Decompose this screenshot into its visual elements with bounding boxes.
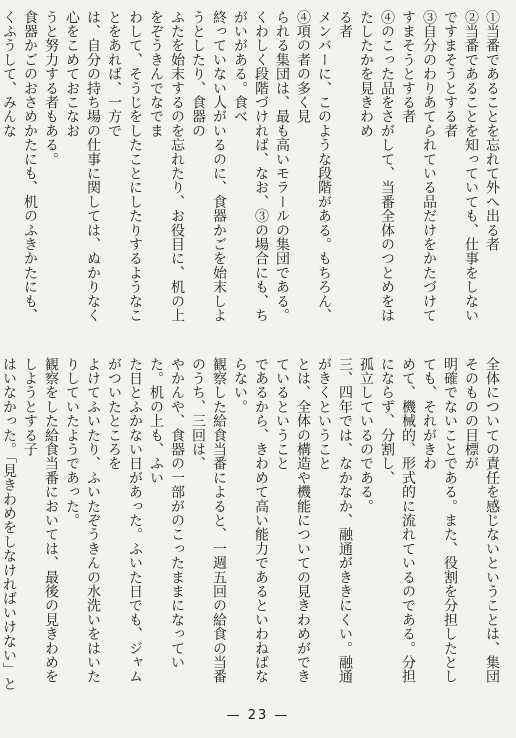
lower-text-line: とは、全体の構造や機能についての見きわめができているということ bbox=[274, 357, 311, 684]
upper-text-line: 食器かごのおさめかたにも、机のふきかたにも、くふうして、みんな bbox=[1, 10, 38, 323]
upper-text-line: ④のこった品をさがして、当番全体のつとめをはたしたかを見きわめ bbox=[358, 10, 395, 323]
lower-text-line: 全体についての責任を感じないということは、集団そのものの目標が bbox=[463, 357, 500, 684]
lower-text-line: 明確でないことである。また、役割を分担したとしても、それがきわ bbox=[421, 357, 458, 684]
lower-text-line: よけてふいたり、ふいたぞうきんの水洗いをはいたりしていたようであった。 bbox=[64, 357, 101, 684]
lower-text-line: めて、機械的、形式的に流れているのである。分担にならず、分割し、 bbox=[379, 357, 416, 684]
upper-text-block bbox=[0, 10, 502, 335]
upper-text-line: られる集団は、最も高いモラールの集団である。 bbox=[274, 10, 290, 323]
upper-text-line: ①当番であることを忘れて外へ出る者 bbox=[484, 10, 500, 252]
lower-text-line: 三、四年では、なかなか、融通がききにくい。融通がきくということ bbox=[316, 357, 353, 684]
lower-text-line: た日とふかない日があった。ふいた日でも、ジャムがついたところを bbox=[106, 357, 143, 684]
lower-text-line: やかんや、食器の一部がのこったままになっていた。机の上も、ふい bbox=[148, 357, 185, 670]
lower-text-line: であるから、きわめて高い能力であるといわねばならない。 bbox=[232, 357, 269, 684]
upper-text-line: ふたを始末するのを忘れたり、お役目に、机の上をぞうきんでなでま bbox=[148, 10, 185, 323]
lower-text-line: 観察をした給食当番においては、最後の見きわめをしようとする子 bbox=[22, 357, 59, 684]
upper-text-line: は、自分の持ち場の仕事に関しては、ぬかりなく心をこめておこなお bbox=[64, 10, 101, 323]
lower-text-line: 孤立しているのである。 bbox=[358, 357, 374, 514]
lower-text-line: はいなかった。「見きわめをしなければいけない」と bbox=[1, 357, 17, 691]
upper-text-line: うと努力する者もある。 bbox=[43, 10, 59, 167]
lower-text-line: 観察した給食当番によると、一週五回の給食の当番のうち、三回は、 bbox=[190, 357, 227, 684]
upper-text-line: 終っていない人がいるのに、食器かごを始末しようとしたり、食器の bbox=[190, 10, 227, 323]
upper-text-line: ②当番であることを知っていても、仕事をしないですまそうとする者 bbox=[442, 10, 479, 323]
upper-text-line: メンバーに、このような段階がある。もちろん、④項の者の多く見 bbox=[295, 10, 332, 323]
upper-text-line: わして、そうじをしたことにしたりするようなことをあれば、一方で bbox=[106, 10, 143, 323]
upper-text-line: る者 bbox=[337, 10, 353, 39]
lower-text-block bbox=[0, 357, 502, 697]
page-number: — 23 — bbox=[226, 708, 290, 723]
upper-text-line: くわしく段階づければ、なお、③の場合にも、ちがいがある。食べ bbox=[232, 10, 269, 323]
upper-text-line: ③自分のわりあてられている品だけをかたづけてすまそうとする者 bbox=[400, 10, 437, 323]
